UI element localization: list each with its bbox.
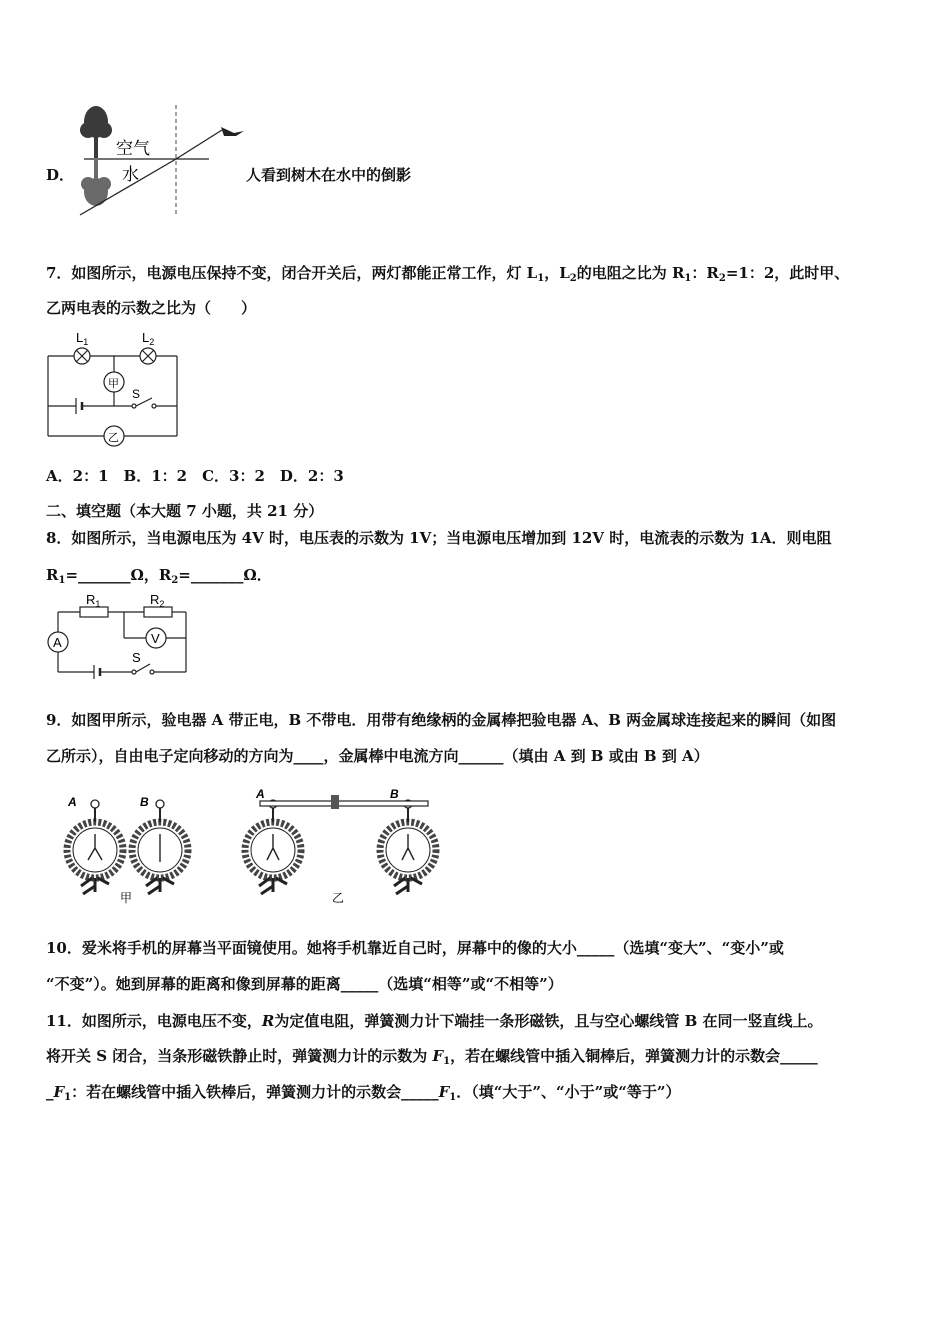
q9-question-line1: 9．如图甲所示，验电器 A 带正电，B 不带电．用带有绝缘柄的金属棒把验电器 A、B 两金属球连接起来的瞬间（如图 [46,711,837,729]
fig-r2-label: $R_2$ [150,592,165,609]
fig-a-label: A [68,795,77,809]
q8-circuit-figure [40,592,200,680]
fig-voltmeter-label: V [151,631,160,646]
q6-option-d-text: 人看到树木在水中的倒影 [246,166,412,184]
q11-question-line1: 11．如图所示，电源电压不变，R为定值电阻，弹簧测力计下端挂一条形磁铁，且与空心螺线管 B 在同一竖直线上。 [46,1012,823,1030]
fig-b-label: B [140,795,149,809]
fig-ammeter-label: A [53,635,62,650]
q8-question-line2: $R_1=\_\_\_\_\_\_\_\Omega$，$R_2=\_\_\_\_\_\_\_\Omega$． [46,566,272,586]
fig-water-label: 水 [122,165,139,184]
fig-l1-label: $L_1$ [76,330,89,347]
fig-air-label: 空气 [116,139,150,158]
section-title: 二、填空题（本大题 7 小题，共 21 分） [46,502,324,520]
fig-b2-label: B [390,787,399,801]
fig-switch-label: S [132,387,141,401]
q7-circuit-figure [42,326,187,448]
q7-options: A．2：1 B．1：2 C．3：2 D．2：3 [46,467,344,485]
q8-question-line1: 8．如图所示，当电源电压为 4V 时，电压表的示数为 1V；当电源电压增加到 12V 时，电流表的示数为 1A．则电阻 [46,529,832,547]
q9-electroscope-figure [60,786,450,908]
fig-yi-meter: 乙 [108,432,119,444]
q7-question-line1: 7．如图所示，电源电压保持不变，闭合开关后，两灯都能正常工作，灯 $L_1$，$L_2$的电阻之比为 $R_1$：$R_2=1$：2，此时甲、 [46,264,850,284]
fig-jia-meter: 甲 [108,378,119,390]
fig-r1-label: $R_1$ [86,592,101,609]
fig-a2-label: A [256,787,265,801]
q6-option-d-label: D． [46,166,75,184]
q9-question-line2: 乙所示），自由电子定向移动的方向为____，金属棒中电流方向______（填由 A 到 B 或由 B 到 A） [46,747,709,765]
q6-option-d-figure [74,100,249,220]
fig-jia-caption: 甲 [120,891,133,905]
q11-question-line2: 将开关 S 闭合，当条形磁铁静止时，弹簧测力计的示数为 $F_1$，若在螺线管中插入铜棒后，弹簧测力计的示数会_____ [46,1047,818,1067]
fig-l2-label: $L_2$ [142,330,155,347]
q10-question-line1: 10．爱米将手机的屏幕当平面镜使用。她将手机靠近自己时，屏幕中的像的大小_____（选填“变大”、“变小”或 [46,939,784,957]
q10-question-line2: “不变”）。她到屏幕的距离和像到屏幕的距离_____（选填“相等”或“不相等”） [46,975,563,993]
q11-question-line3: $\_F_1$：若在螺线管中插入铁棒后，弹簧测力计的示数会$\_\_\_\_\_F_1$．（填“大于”、“小于”或“等于”） [46,1083,681,1103]
q7-question-line2: 乙两电表的示数之比为（ ） [46,299,257,317]
fig-yi-caption: 乙 [332,891,345,905]
fig-switch-label: S [132,650,141,665]
